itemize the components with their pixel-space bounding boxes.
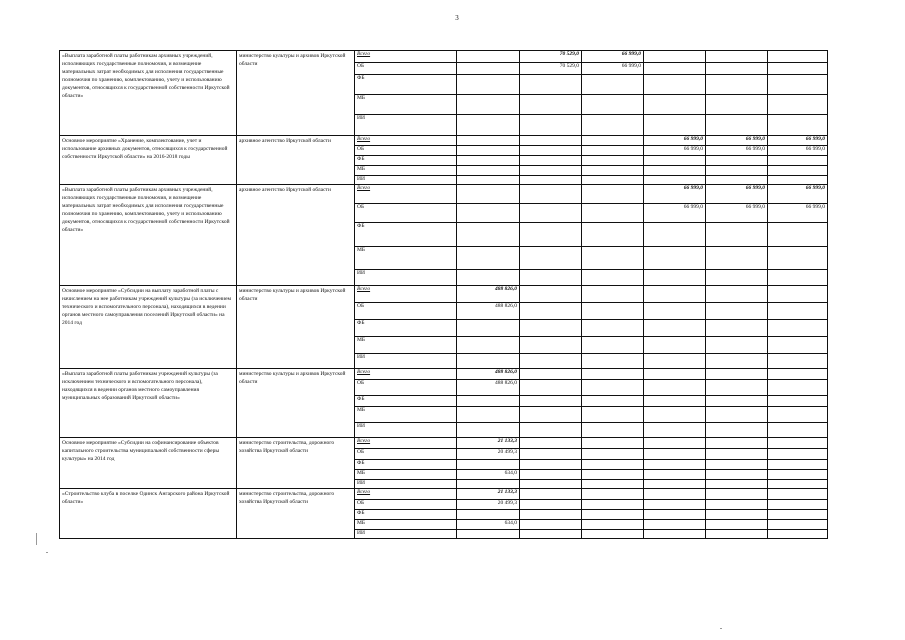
amount-cell xyxy=(706,438,768,449)
funding-source: ИИ xyxy=(355,480,457,489)
amount-cell xyxy=(644,166,706,176)
table-row xyxy=(60,185,828,204)
amount-cell xyxy=(582,185,644,204)
amount-cell xyxy=(582,156,644,166)
amount-cell xyxy=(582,337,644,354)
amount-cell xyxy=(644,176,706,185)
funding-source: МБ xyxy=(355,337,457,354)
funding-source: ФБ xyxy=(355,396,457,407)
amount-cell xyxy=(644,510,706,520)
funding-source: ИИ xyxy=(355,530,457,539)
amount-cell xyxy=(582,136,644,146)
amount-cell xyxy=(457,51,520,63)
amount-cell xyxy=(457,63,520,75)
amount-cell xyxy=(706,369,768,380)
responsible-executor: министерство культуры и архивов Иркутской области xyxy=(237,286,355,369)
amount-cell xyxy=(706,449,768,460)
amount-cell xyxy=(582,176,644,185)
amount-cell xyxy=(582,166,644,176)
funding-source: Всего xyxy=(355,369,457,380)
amount-cell xyxy=(457,354,520,369)
amount-cell xyxy=(457,337,520,354)
funding-source: Всего xyxy=(355,489,457,500)
amount-cell xyxy=(644,396,706,407)
funding-source: ФБ xyxy=(355,510,457,520)
measure-description: «Строительство клуба в поселке Одинск Ангарского района Иркутской области» xyxy=(60,489,237,539)
funding-source: ИИ xyxy=(355,115,457,136)
amount-cell xyxy=(520,204,582,223)
amount-cell xyxy=(706,51,768,63)
funding-source: ИИ xyxy=(355,270,457,286)
amount-cell xyxy=(706,396,768,407)
amount-cell xyxy=(768,156,828,166)
amount-cell xyxy=(706,95,768,115)
amount-cell xyxy=(582,320,644,337)
amount-cell xyxy=(520,95,582,115)
amount-cell xyxy=(520,407,582,423)
funding-source: ОБ xyxy=(355,500,457,510)
amount-cell xyxy=(768,530,828,539)
responsible-executor: министерство культуры и архивов Иркутской области xyxy=(237,51,355,136)
amount-cell xyxy=(520,247,582,270)
amount-cell xyxy=(644,63,706,75)
funding-source: ОБ xyxy=(355,449,457,460)
amount-cell xyxy=(582,438,644,449)
amount-cell: 66 999,0 xyxy=(706,136,768,146)
amount-cell xyxy=(520,470,582,480)
amount-cell: 66 999,0 xyxy=(768,185,828,204)
amount-cell xyxy=(706,156,768,166)
amount-cell xyxy=(768,337,828,354)
amount-cell xyxy=(706,520,768,530)
amount-cell xyxy=(520,176,582,185)
amount-cell xyxy=(768,438,828,449)
amount-cell xyxy=(706,303,768,320)
amount-cell xyxy=(644,449,706,460)
amount-cell xyxy=(520,500,582,510)
funding-source: МБ xyxy=(355,95,457,115)
amount-cell xyxy=(706,470,768,480)
funding-source: Всего xyxy=(355,136,457,146)
amount-cell xyxy=(457,423,520,438)
amount-cell xyxy=(457,166,520,176)
amount-cell xyxy=(582,270,644,286)
amount-cell xyxy=(706,176,768,185)
amount-cell xyxy=(706,380,768,396)
amount-cell xyxy=(768,369,828,380)
amount-cell xyxy=(768,303,828,320)
amount-cell: 21 133,3 xyxy=(457,489,520,500)
amount-cell: 488 826,0 xyxy=(457,380,520,396)
amount-cell xyxy=(457,407,520,423)
table-row xyxy=(60,438,828,449)
amount-cell: 66 999,0 xyxy=(582,51,644,63)
amount-cell xyxy=(457,115,520,136)
amount-cell xyxy=(768,480,828,489)
amount-cell xyxy=(457,146,520,156)
scan-margin-mark xyxy=(36,533,40,545)
responsible-executor: министерство строительства, дорожного хозяйства Иркутской области xyxy=(237,438,355,489)
amount-cell xyxy=(644,530,706,539)
amount-cell xyxy=(644,337,706,354)
responsible-executor: министерство строительства, дорожного хозяйства Иркутской области xyxy=(237,489,355,539)
amount-cell xyxy=(457,75,520,95)
funding-source: ОБ xyxy=(355,146,457,156)
amount-cell: 634,0 xyxy=(457,470,520,480)
amount-cell xyxy=(706,115,768,136)
amount-cell xyxy=(582,354,644,369)
amount-cell: 66 999,0 xyxy=(644,146,706,156)
amount-cell xyxy=(457,480,520,489)
amount-cell xyxy=(582,369,644,380)
amount-cell xyxy=(706,423,768,438)
amount-cell xyxy=(768,95,828,115)
amount-cell xyxy=(520,489,582,500)
amount-cell xyxy=(706,286,768,303)
amount-cell xyxy=(582,286,644,303)
amount-cell: 66 999,0 xyxy=(644,204,706,223)
amount-cell xyxy=(582,396,644,407)
amount-cell xyxy=(582,115,644,136)
amount-cell xyxy=(520,166,582,176)
funding-source: ОБ xyxy=(355,204,457,223)
measure-description: «Выплата заработной платы работникам архивных учреждений, исполняющих государственные полномочия, и возмещение материальных затрат необходимых для исполнения государственные полномочия по хранению, комплектованию, учету и использованию документов, относящихся к государственной собственности Иркутской области» xyxy=(60,185,237,286)
amount-cell xyxy=(582,423,644,438)
amount-cell xyxy=(582,380,644,396)
amount-cell xyxy=(768,354,828,369)
amount-cell xyxy=(644,438,706,449)
amount-cell xyxy=(520,75,582,95)
amount-cell xyxy=(457,270,520,286)
amount-cell xyxy=(768,320,828,337)
amount-cell xyxy=(768,63,828,75)
funding-source: Всего xyxy=(355,438,457,449)
amount-cell: 66 999,0 xyxy=(768,146,828,156)
amount-cell xyxy=(582,500,644,510)
amount-cell xyxy=(768,396,828,407)
amount-cell xyxy=(768,510,828,520)
amount-cell xyxy=(706,247,768,270)
amount-cell xyxy=(768,286,828,303)
amount-cell xyxy=(582,510,644,520)
funding-source: Всего xyxy=(355,185,457,204)
amount-cell xyxy=(644,460,706,470)
amount-cell xyxy=(582,449,644,460)
amount-cell xyxy=(520,396,582,407)
amount-cell: 66 999,0 xyxy=(706,185,768,204)
funding-source: МБ xyxy=(355,520,457,530)
scan-speck xyxy=(720,628,722,629)
measure-description: «Выплата заработной платы работникам архивных учреждений, исполняющих государственные полномочия, и возмещение материальных затрат необходимых для исполнения государственные полномочия по хранению, комплектованию, учету и использованию документов, относящихся к государственной собственности Иркутской области» xyxy=(60,51,237,136)
amount-cell xyxy=(457,95,520,115)
amount-cell xyxy=(520,520,582,530)
funding-source: ФБ xyxy=(355,320,457,337)
amount-cell xyxy=(520,460,582,470)
amount-cell: 21 133,3 xyxy=(457,438,520,449)
amount-cell xyxy=(520,156,582,166)
amount-cell xyxy=(457,460,520,470)
amount-cell xyxy=(457,176,520,185)
amount-cell xyxy=(706,166,768,176)
responsible-executor: архивное агентство Иркутской области xyxy=(237,136,355,185)
measure-description: Основное мероприятие «Субсидии на выплату заработной платы с начислением на нее работникам учреждений культуры (за исключением технического и вспомогательного персонала), находящихся в ведении органов местного самоуправления поселений Иркутской области» на 2014 год xyxy=(60,286,237,369)
amount-cell xyxy=(457,136,520,146)
funding-source: ОБ xyxy=(355,380,457,396)
amount-cell xyxy=(582,407,644,423)
amount-cell xyxy=(768,423,828,438)
amount-cell xyxy=(644,354,706,369)
amount-cell xyxy=(644,489,706,500)
funding-source: ФБ xyxy=(355,460,457,470)
funding-source: ОБ xyxy=(355,63,457,75)
table-row xyxy=(60,369,828,380)
amount-cell xyxy=(582,520,644,530)
amount-cell xyxy=(520,480,582,489)
amount-cell xyxy=(520,223,582,247)
amount-cell xyxy=(768,449,828,460)
amount-cell xyxy=(768,489,828,500)
amount-cell: 66 999,0 xyxy=(644,136,706,146)
amount-cell xyxy=(582,75,644,95)
amount-cell: 488 826,0 xyxy=(457,369,520,380)
amount-cell xyxy=(644,520,706,530)
funding-source: МБ xyxy=(355,166,457,176)
amount-cell xyxy=(768,223,828,247)
amount-cell xyxy=(520,530,582,539)
amount-cell xyxy=(520,369,582,380)
amount-cell xyxy=(768,520,828,530)
amount-cell xyxy=(457,223,520,247)
amount-cell: 488 826,0 xyxy=(457,286,520,303)
amount-cell: 20 499,3 xyxy=(457,500,520,510)
amount-cell xyxy=(768,247,828,270)
funding-source: Всего xyxy=(355,51,457,63)
amount-cell xyxy=(768,176,828,185)
page-number: 3 xyxy=(455,14,459,22)
amount-cell xyxy=(457,396,520,407)
amount-cell xyxy=(644,500,706,510)
amount-cell xyxy=(520,185,582,204)
funding-source: МБ xyxy=(355,247,457,270)
funding-source: ИИ xyxy=(355,423,457,438)
amount-cell xyxy=(520,115,582,136)
amount-cell: 66 999,0 xyxy=(768,204,828,223)
amount-cell xyxy=(706,500,768,510)
scan-speck xyxy=(46,552,48,553)
amount-cell xyxy=(457,510,520,520)
amount-cell: 70 529,0 xyxy=(520,63,582,75)
amount-cell xyxy=(582,489,644,500)
amount-cell xyxy=(457,530,520,539)
amount-cell xyxy=(768,51,828,63)
amount-cell: 66 999,0 xyxy=(706,204,768,223)
amount-cell xyxy=(520,286,582,303)
amount-cell: 20 499,3 xyxy=(457,449,520,460)
budget-table xyxy=(59,50,828,539)
amount-cell xyxy=(768,407,828,423)
amount-cell xyxy=(582,303,644,320)
amount-cell: 66 999,0 xyxy=(644,185,706,204)
amount-cell xyxy=(457,156,520,166)
amount-cell xyxy=(644,247,706,270)
amount-cell xyxy=(706,510,768,520)
responsible-executor: министерство культуры и архивов Иркутской области xyxy=(237,369,355,438)
amount-cell xyxy=(520,270,582,286)
amount-cell xyxy=(582,204,644,223)
amount-cell xyxy=(457,247,520,270)
amount-cell: 66 999,0 xyxy=(582,63,644,75)
funding-source: МБ xyxy=(355,407,457,423)
funding-source: ФБ xyxy=(355,75,457,95)
amount-cell xyxy=(706,337,768,354)
amount-cell xyxy=(706,75,768,95)
amount-cell xyxy=(520,303,582,320)
amount-cell xyxy=(582,460,644,470)
amount-cell xyxy=(644,320,706,337)
amount-cell xyxy=(706,270,768,286)
amount-cell xyxy=(644,115,706,136)
amount-cell xyxy=(520,136,582,146)
amount-cell xyxy=(644,380,706,396)
amount-cell xyxy=(644,369,706,380)
amount-cell xyxy=(582,146,644,156)
table-row xyxy=(60,286,828,303)
amount-cell: 488 826,0 xyxy=(457,303,520,320)
amount-cell xyxy=(644,156,706,166)
funding-source: ИИ xyxy=(355,354,457,369)
amount-cell xyxy=(644,223,706,247)
amount-cell xyxy=(520,423,582,438)
amount-cell: 66 999,0 xyxy=(706,146,768,156)
funding-source: ФБ xyxy=(355,156,457,166)
amount-cell xyxy=(706,407,768,423)
measure-description: Основное мероприятие «Субсидии на софинансирование объектов капитального строительства муниципальной собственности сферы культуры» на 2014 год xyxy=(60,438,237,489)
amount-cell xyxy=(644,270,706,286)
amount-cell xyxy=(768,500,828,510)
amount-cell xyxy=(706,530,768,539)
amount-cell xyxy=(768,470,828,480)
amount-cell xyxy=(644,303,706,320)
amount-cell xyxy=(582,223,644,247)
amount-cell xyxy=(706,320,768,337)
amount-cell xyxy=(644,75,706,95)
amount-cell xyxy=(644,480,706,489)
amount-cell xyxy=(520,320,582,337)
amount-cell xyxy=(520,380,582,396)
amount-cell xyxy=(768,460,828,470)
funding-source: Всего xyxy=(355,286,457,303)
amount-cell xyxy=(644,407,706,423)
amount-cell xyxy=(457,320,520,337)
amount-cell xyxy=(706,223,768,247)
amount-cell xyxy=(706,63,768,75)
funding-source: ИИ xyxy=(355,176,457,185)
table-row xyxy=(60,136,828,146)
amount-cell xyxy=(768,75,828,95)
funding-source: ФБ xyxy=(355,223,457,247)
measure-description: «Выплата заработной платы работникам учреждений культуры (за исключением технического и вспомогательного персонала), находящихся в ведении органов местного самоуправления муниципальных образований Иркутской области» xyxy=(60,369,237,438)
amount-cell xyxy=(644,51,706,63)
amount-cell xyxy=(457,185,520,204)
amount-cell: 634,0 xyxy=(457,520,520,530)
funding-source: ОБ xyxy=(355,303,457,320)
amount-cell xyxy=(520,337,582,354)
amount-cell xyxy=(768,115,828,136)
amount-cell xyxy=(706,354,768,369)
amount-cell xyxy=(520,449,582,460)
amount-cell xyxy=(520,354,582,369)
amount-cell xyxy=(768,166,828,176)
amount-cell xyxy=(706,460,768,470)
amount-cell xyxy=(582,247,644,270)
amount-cell xyxy=(582,530,644,539)
amount-cell xyxy=(582,480,644,489)
amount-cell xyxy=(706,489,768,500)
table-row xyxy=(60,51,828,63)
amount-cell xyxy=(520,438,582,449)
amount-cell xyxy=(768,380,828,396)
amount-cell xyxy=(706,480,768,489)
amount-cell xyxy=(768,270,828,286)
table-row xyxy=(60,489,828,500)
amount-cell: 66 999,0 xyxy=(768,136,828,146)
amount-cell xyxy=(520,510,582,520)
amount-cell xyxy=(457,204,520,223)
amount-cell xyxy=(644,286,706,303)
amount-cell: 70 529,0 xyxy=(520,51,582,63)
amount-cell xyxy=(644,423,706,438)
amount-cell xyxy=(582,95,644,115)
funding-source: МБ xyxy=(355,470,457,480)
measure-description: Основное мероприятие «Хранение, комплектование, учет и использование архивных документов, относящихся к государственной собственности Иркутской области» на 2016-2018 годы xyxy=(60,136,237,185)
amount-cell xyxy=(520,146,582,156)
amount-cell xyxy=(582,470,644,480)
amount-cell xyxy=(644,95,706,115)
responsible-executor: архивное агентство Иркутской области xyxy=(237,185,355,286)
amount-cell xyxy=(644,470,706,480)
